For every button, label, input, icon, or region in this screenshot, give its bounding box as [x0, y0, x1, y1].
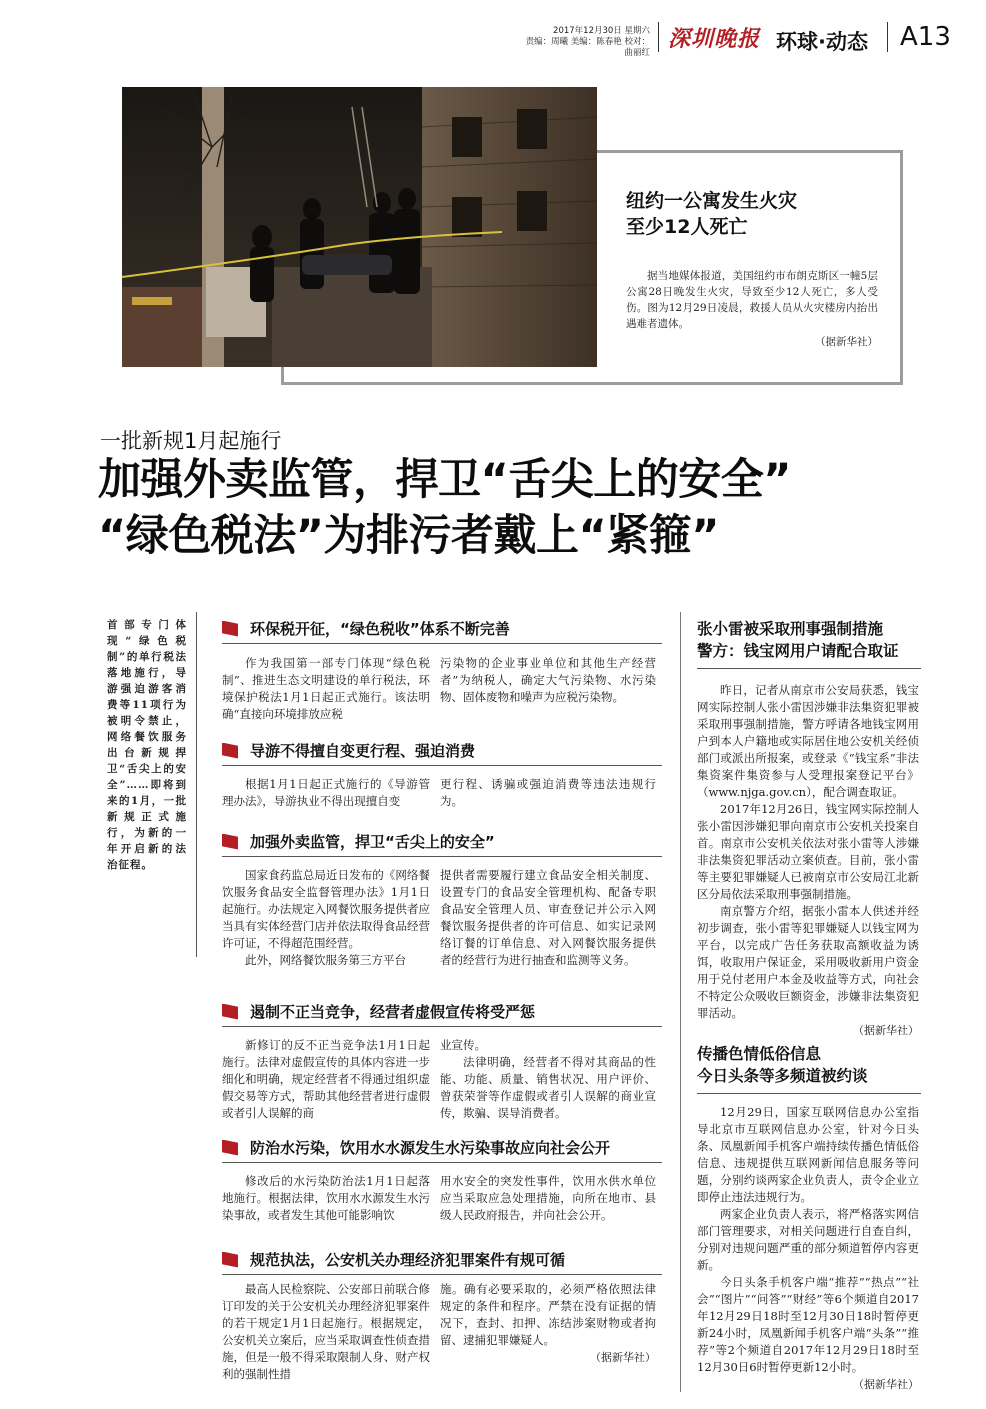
fire-story-source: （据新华社） [815, 336, 878, 348]
fire-scene-illustration [122, 87, 597, 367]
masthead-divider [658, 22, 659, 52]
masthead-divider [887, 22, 888, 52]
right-title-line: 传播色情低俗信息 [697, 1045, 822, 1063]
section-rule [222, 1026, 662, 1027]
headline-kicker: 一批新规1月起施行 [100, 429, 282, 453]
section-text-col1 [222, 1281, 430, 1383]
right-story2-body [697, 1104, 919, 1393]
paragraph: 作为我国第一部专门体现“绿色税制”、推进生态文明建设的单行税法，环境保护税法1月1日起正式施行。该法明确“直接向环境排放应税 [222, 656, 430, 721]
section-heading-economic-crime [222, 1249, 565, 1270]
fire-story-body [626, 268, 878, 350]
paragraph: 国家食药监总局近日发布的《网络餐饮服务食品安全监督管理办法》1月1日起施行。办法规定入网餐饮服务提供者应当具有实体经营门店并依法取得食品经营许可证，不得超范围经营。 [222, 868, 430, 950]
lede-divider [196, 612, 197, 957]
paragraph: 施。确有必要采取的，必须严格依照法律规定的条件和程序。严禁在没有证据的情况下，查封、扣押、冻结涉案财物或者拘留、逮捕犯罪嫌疑人。 [440, 1282, 656, 1347]
right-rule [697, 668, 921, 669]
section-heading-food-delivery [222, 831, 495, 852]
headline-line: 加强外卖监管，捍卫“舌尖上的安全” [98, 455, 792, 505]
paragraph: 业宣传。 [440, 1038, 486, 1052]
section-text-col2 [440, 655, 656, 706]
main-headline [98, 452, 791, 564]
paragraph: 南京警方介绍，据张小雷本人供述并经初步调查，张小雷等犯罪嫌疑人以钱宝网为平台，以完成广告任务获取高额收益为诱饵，收取用户保证金，采用吸收新用户资金用于兑付老用户本金及收益等方式，向社会不特定公众吸收巨额资金，涉嫌非法集资犯罪活动。 [697, 904, 919, 1020]
right-rule [697, 1093, 921, 1094]
date-line: 2017年12月30日 星期六 [553, 26, 650, 36]
section-title: 加强外卖监管，捍卫“舌尖上的安全” [250, 833, 495, 851]
newspaper-logo: 深圳晚报 [668, 26, 761, 52]
right-story2-source: （据新华社） [853, 1378, 919, 1391]
section-rule [222, 856, 662, 857]
section-text-col2 [440, 1037, 656, 1122]
fire-scene-photo [122, 87, 597, 367]
column-divider [680, 612, 681, 1392]
fire-title-line: 至少12人死亡 [626, 216, 748, 238]
section-title: 防治水污染，饮用水水源发生水污染事故应向社会公开 [250, 1139, 611, 1157]
section-title: 导游不得擅自变更行程、强迫消费 [250, 742, 476, 760]
right-title-line: 警方：钱宝网用户请配合取证 [697, 642, 899, 660]
section-text-col2 [440, 1281, 656, 1366]
right-title-line: 张小雷被采取刑事强制措施 [697, 620, 884, 638]
section-rule [222, 1162, 662, 1163]
section-rule [222, 1274, 662, 1275]
right-title-line: 今日头条等多频道被约谈 [697, 1067, 868, 1085]
section-heading-water-pollution [222, 1137, 610, 1158]
section-source: （据新华社） [590, 1351, 656, 1364]
section-title: 环保税开征，“绿色税收”体系不断完善 [250, 620, 510, 638]
section-marker-icon [222, 834, 238, 850]
paragraph: 今日头条手机客户端“推荐”“热点”“社会”“图片”“问答”“财经”等6个频道自2017年12月29日18时至12月30日18时暂停更新24小时，凤凰新闻手机客户端“头条”“推荐”等2个频道自2017年12月29日18时至12月30日6时暂停更新12小时。 [697, 1275, 919, 1374]
section-marker-icon [222, 621, 238, 637]
paragraph: 新修订的反不正当竞争法1月1日起施行。法律对虚假宣传的具体内容进一步细化和明确，规定经营者不得通过组织虚假交易等方式，帮助其他经营者进行虚假或者引人误解的商 [222, 1038, 430, 1120]
right-story1-body [697, 682, 919, 1039]
fire-story-title [626, 188, 797, 240]
paragraph: 污染物的企业事业单位和其他生产经营者”为纳税人，确定大气污染物、水污染物、固体废物和噪声为应税污染物。 [440, 656, 656, 704]
section-marker-icon [222, 1252, 238, 1268]
section-rule [222, 765, 662, 766]
section-rule [222, 643, 662, 644]
page-number: A13 [900, 22, 951, 52]
section-text-col1 [222, 776, 430, 810]
paragraph: 根据1月1日起正式施行的《导游管理办法》，导游执业不得出现擅自变 [222, 777, 430, 808]
paragraph: 两家企业负责人表示，将严格落实网信部门管理要求，对相关问题进行自查自纠，分别对违规问题严重的部分频道暂停内容更新。 [697, 1207, 919, 1272]
paragraph: 2017年12月26日，钱宝网实际控制人张小雷因涉嫌犯罪向南京市公安机关投案自首。南京市公安机关依法对张小雷等人涉嫌非法集资犯罪活动立案侦查。目前，张小雷等主要犯罪嫌疑人已被南京市公安局江北新区分局依法采取刑事强制措施。 [697, 802, 919, 901]
section-heading-unfair-competition [222, 1001, 535, 1022]
right-story2-title [697, 1043, 868, 1087]
section-title: 规范执法，公安机关办理经济犯罪案件有规可循 [250, 1251, 566, 1269]
right-story1-title [697, 618, 899, 662]
section-marker-icon [222, 1140, 238, 1156]
paragraph: 此外，网络餐饮服务第三方平台 [245, 953, 406, 967]
section-text-col2 [440, 867, 656, 969]
section-marker-icon [222, 1004, 238, 1020]
headline-line: “绿色税法”为排污者戴上“紧箍” [98, 511, 720, 561]
section-title: 遏制不正当竞争，经营者虚假宣传将受严惩 [250, 1003, 536, 1021]
fire-title-line: 纽约一公寓发生火灾 [626, 190, 798, 212]
section-text-col1 [222, 867, 430, 969]
paragraph: 12月29日，国家互联网信息办公室指导北京市互联网信息办公室，针对今日头条、凤凰新闻手机客户端持续传播色情低俗信息、违规提供互联网新闻信息服务等问题，分别约谈两家企业负责人，责令企业立即停止违法违规行为。 [697, 1105, 919, 1204]
section-text-col1 [222, 655, 430, 723]
section-marker-icon [222, 743, 238, 759]
masthead-date [520, 26, 650, 59]
editor-line: 责编：周曦 美编：陈春艳 校对：曲丽红 [525, 37, 650, 58]
paragraph: 最高人民检察院、公安部日前联合修订印发的关于公安机关办理经济犯罪案件的若干规定1月1日起施行。根据规定，公安机关立案后，应当采取调查性侦查措施，但是一般不得采取限制人身、财产权利的强制性措 [222, 1282, 430, 1381]
paragraph: 修改后的水污染防治法1月1日起落地施行。根据法律，饮用水水源发生水污染事故，或者发生其他可能影响饮 [222, 1174, 430, 1222]
right-story1-source: （据新华社） [853, 1024, 919, 1037]
section-text-col2 [440, 1173, 656, 1224]
section-text-col2 [440, 776, 656, 810]
section-heading-env-tax [222, 618, 510, 639]
paragraph: 提供者需要履行建立食品安全相关制度、设置专门的食品安全管理机构、配备专职食品安全管理人员、审查登记并公示入网餐饮服务提供者的许可信息、如实记录网络订餐的订单信息、对入网餐饮服务提供者的经营行为进行抽查和监测等义务。 [440, 868, 656, 967]
paragraph: 更行程、诱骗或强迫消费等违法违规行为。 [440, 777, 656, 808]
lede-summary: 首部专门体现“绿色税制”的单行税法落地施行，导游强迫游客消费等11项行为被明令禁止，网络餐饮服务出台新规捍卫“舌尖上的安全”……即将到来的1月，一批新规正式施行，为新的一年开启新的法治征程。 [107, 619, 187, 871]
paragraph: 用水安全的突发性事件，饮用水供水单位应当采取应急处理措施，向所在地市、县级人民政府报告，并向社会公开。 [440, 1174, 656, 1222]
paragraph: 法律明确，经营者不得对其商品的性能、功能、质量、销售状况、用户评价、曾获荣誉等作虚假或者引人误解的商业宣传，欺骗、误导消费者。 [440, 1055, 656, 1120]
section-text-col1 [222, 1173, 430, 1224]
section-name: 环球·动态 [776, 30, 868, 54]
paragraph: 昨日，记者从南京市公安局获悉，钱宝网实际控制人张小雷因涉嫌非法集资犯罪被采取刑事强制措施，警方呼请各地钱宝网用户到本人户籍地或实际居住地公安机关经侦部门或派出所报案，或登录《“钱宝系”非法集资案件集资参与人受理报案登记平台》（www.njga.gov.cn），配合调查取证。 [697, 683, 919, 799]
section-text-col1 [222, 1037, 430, 1122]
section-heading-tour-guide [222, 740, 475, 761]
fire-story-text: 据当地媒体报道，美国纽约市布朗克斯区一幢5层公寓28日晚发生火灾，导致至少12人死亡，多人受伤。图为12月29日凌晨，救援人员从火灾楼房内抬出遇难者遗体。 [626, 270, 878, 330]
